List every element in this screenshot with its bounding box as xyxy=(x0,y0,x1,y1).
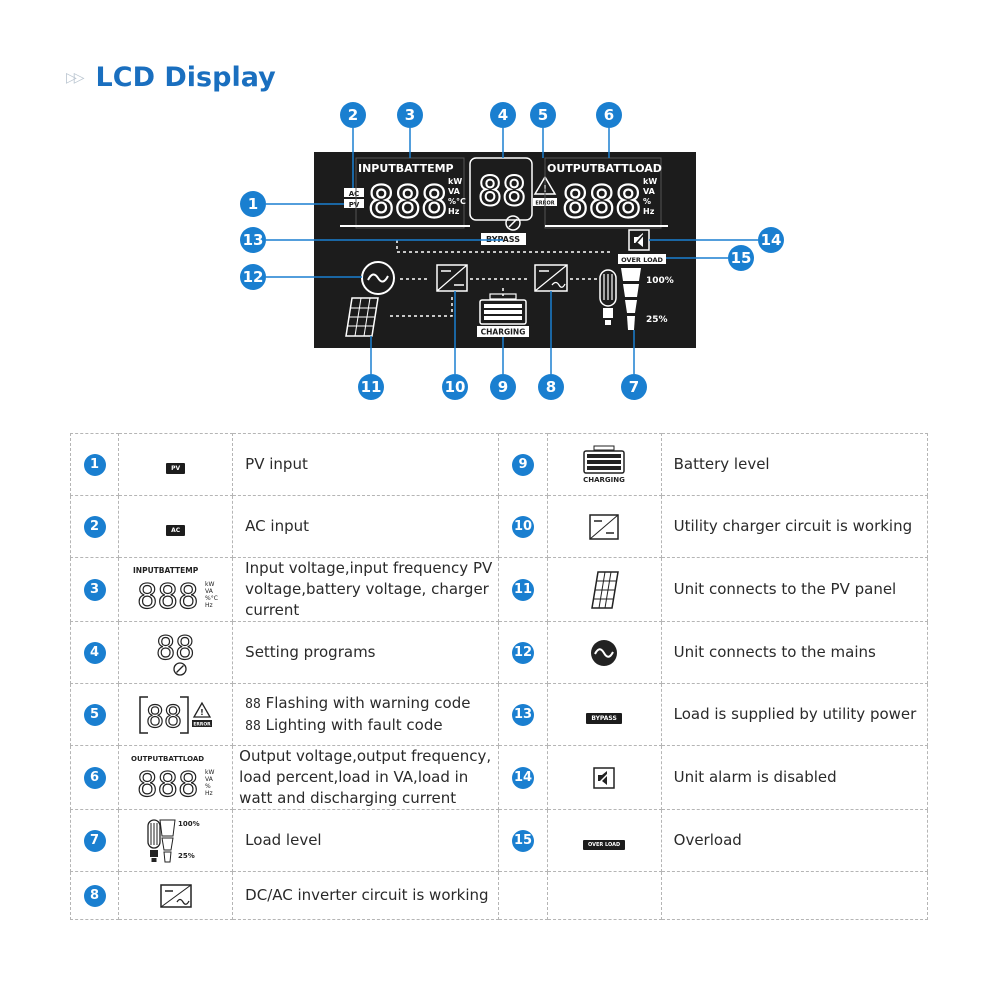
unit-right-0: kW xyxy=(643,177,658,186)
callout-10 xyxy=(442,374,468,400)
lcd-diagram xyxy=(0,0,1000,420)
overload-icon: OVER LOAD xyxy=(583,840,625,850)
callout-14 xyxy=(758,227,784,253)
svg-text:100%: 100% xyxy=(177,819,200,828)
input-digits: 888 xyxy=(368,177,448,228)
svg-text:13: 13 xyxy=(242,231,264,249)
load-min-label: 25% xyxy=(646,315,668,325)
svg-text:OUTPUTBATTLOAD: OUTPUTBATTLOAD xyxy=(130,754,204,763)
legend-desc: AC input xyxy=(233,496,499,558)
overload-tag: OVER LOAD xyxy=(621,256,663,264)
svg-text:888: 888 xyxy=(136,576,199,616)
alarm-disabled-icon xyxy=(593,767,615,789)
svg-text:11: 11 xyxy=(360,378,382,396)
callout-15 xyxy=(728,245,754,271)
callout-12 xyxy=(240,264,266,290)
callout-1 xyxy=(240,191,266,217)
desc-flash: Flashing with warning code xyxy=(265,693,471,712)
charging-tag: CHARGING xyxy=(480,327,526,337)
callout-4 xyxy=(490,102,516,128)
legend-desc: Setting programs xyxy=(233,622,499,684)
table-row xyxy=(71,434,928,496)
svg-text:%°C: %°C xyxy=(204,594,218,602)
load-level-icon xyxy=(140,816,212,866)
setting-program-icon xyxy=(154,629,198,677)
svg-text:12: 12 xyxy=(242,268,264,286)
svg-text:3: 3 xyxy=(404,106,416,124)
bypass-icon: BYPASS xyxy=(586,713,621,724)
callout-7 xyxy=(621,374,647,400)
svg-text:%: % xyxy=(204,782,211,790)
legend-num: 10 xyxy=(512,516,534,538)
light-digits: 88 xyxy=(245,718,261,734)
legend-num: 8 xyxy=(84,885,106,907)
legend-desc: Utility charger circuit is working xyxy=(661,496,927,558)
unit-left-2: %°C xyxy=(448,197,466,206)
error-tag: ERROR xyxy=(535,200,555,207)
callout-11 xyxy=(358,374,384,400)
desc-light: Lighting with fault code xyxy=(265,715,443,734)
table-row xyxy=(71,622,928,684)
svg-text:6: 6 xyxy=(603,106,615,124)
svg-text:14: 14 xyxy=(760,231,782,249)
legend-desc: Input voltage,input frequency PV voltage,battery voltage, charger current xyxy=(233,558,499,622)
output-display-icon xyxy=(131,752,221,804)
legend-num: 14 xyxy=(512,767,534,789)
unit-right-1: VA xyxy=(643,187,655,196)
svg-text:5: 5 xyxy=(537,106,549,124)
svg-text:4: 4 xyxy=(497,106,509,124)
svg-text:15: 15 xyxy=(730,249,752,267)
legend-desc: DC/AC inverter circuit is working xyxy=(233,872,499,920)
callout-13 xyxy=(240,227,266,253)
pv-tag-icon: PV xyxy=(166,463,185,474)
svg-text:7: 7 xyxy=(628,378,640,396)
output-digits: 888 xyxy=(562,177,642,228)
svg-text:VA: VA xyxy=(204,775,213,783)
charging-label: CHARGING xyxy=(583,475,625,484)
page-title: LCD Display xyxy=(95,62,276,93)
table-row xyxy=(71,496,928,558)
callout-8 xyxy=(538,374,564,400)
legend-desc: Output voltage,output frequency, load percent,load in VA,load in watt and discharging current xyxy=(233,746,499,810)
pv-tag: PV xyxy=(348,201,360,209)
legend-num: 13 xyxy=(512,704,534,726)
flash-digits: 88 xyxy=(245,696,261,712)
svg-text:Hz: Hz xyxy=(204,601,213,609)
callout-9 xyxy=(490,374,516,400)
svg-text:!: ! xyxy=(199,707,204,717)
svg-text:kW: kW xyxy=(204,768,215,776)
unit-left-3: Hz xyxy=(448,207,460,216)
legend-desc xyxy=(233,684,499,746)
legend-desc: Overload xyxy=(661,810,927,872)
legend-num: 3 xyxy=(84,579,106,601)
svg-text:ERROR: ERROR xyxy=(192,722,211,727)
legend-desc: Load is supplied by utility power xyxy=(661,684,927,746)
svg-text:1: 1 xyxy=(247,195,259,213)
svg-text:!: ! xyxy=(542,184,548,195)
legend-num: 9 xyxy=(512,454,534,476)
callout-6 xyxy=(596,102,622,128)
legend-desc: Load level xyxy=(233,810,499,872)
legend-num: 2 xyxy=(84,516,106,538)
svg-text:10: 10 xyxy=(444,378,466,396)
unit-left-1: VA xyxy=(448,187,460,196)
callout-2 xyxy=(340,102,366,128)
bypass-tag: BYPASS xyxy=(486,235,520,244)
table-row xyxy=(71,558,928,622)
svg-text:25%: 25% xyxy=(177,851,195,860)
unit-right-3: Hz xyxy=(643,207,655,216)
table-row xyxy=(71,746,928,810)
svg-text:88: 88 xyxy=(155,628,195,667)
svg-text:88: 88 xyxy=(145,699,182,735)
mains-icon xyxy=(589,638,619,668)
load-max-label: 100% xyxy=(646,276,674,286)
legend-num: 1 xyxy=(84,454,106,476)
legend-desc: Unit connects to the PV panel xyxy=(661,558,927,622)
legend-desc: PV input xyxy=(233,434,499,496)
ac-tag-icon: AC xyxy=(166,525,185,536)
battery-level-icon xyxy=(581,445,627,485)
charger-icon xyxy=(588,513,620,541)
table-row xyxy=(71,684,928,746)
unit-right-2: % xyxy=(643,197,652,206)
svg-text:8: 8 xyxy=(545,378,557,396)
input-display-icon xyxy=(131,564,221,616)
table-row xyxy=(71,872,928,920)
legend-num: 7 xyxy=(84,830,106,852)
legend-num: 15 xyxy=(512,830,534,852)
legend-num: 12 xyxy=(512,642,534,664)
legend-num: 6 xyxy=(84,767,106,789)
callout-5 xyxy=(530,102,556,128)
legend-desc: Battery level xyxy=(661,434,927,496)
svg-text:888: 888 xyxy=(136,764,199,804)
svg-text:Hz: Hz xyxy=(204,789,213,797)
input-label: INPUTBATTEMP xyxy=(358,162,454,175)
legend-num: 5 xyxy=(84,704,106,726)
warning-fault-icon xyxy=(136,693,216,737)
svg-text:kW: kW xyxy=(204,580,215,588)
svg-text:2: 2 xyxy=(347,106,359,124)
legend-num: 11 xyxy=(512,579,534,601)
double-arrow-icon: ▷▷ xyxy=(66,69,82,86)
svg-text:9: 9 xyxy=(497,378,509,396)
legend-desc: Unit connects to the mains xyxy=(661,622,927,684)
inverter-icon xyxy=(159,883,193,909)
legend-desc: Unit alarm is disabled xyxy=(661,746,927,810)
output-label: OUTPUTBATTLOAD xyxy=(547,162,662,175)
callout-3 xyxy=(397,102,423,128)
prog-digits: 88 xyxy=(478,169,527,215)
legend-num: 4 xyxy=(84,642,106,664)
pv-panel-icon xyxy=(588,570,620,610)
legend-table xyxy=(70,433,928,920)
table-row xyxy=(71,810,928,872)
unit-left-0: kW xyxy=(448,177,463,186)
svg-text:VA: VA xyxy=(204,587,213,595)
svg-text:INPUTBATTEMP: INPUTBATTEMP xyxy=(132,565,198,575)
ac-tag: AC xyxy=(348,190,360,198)
